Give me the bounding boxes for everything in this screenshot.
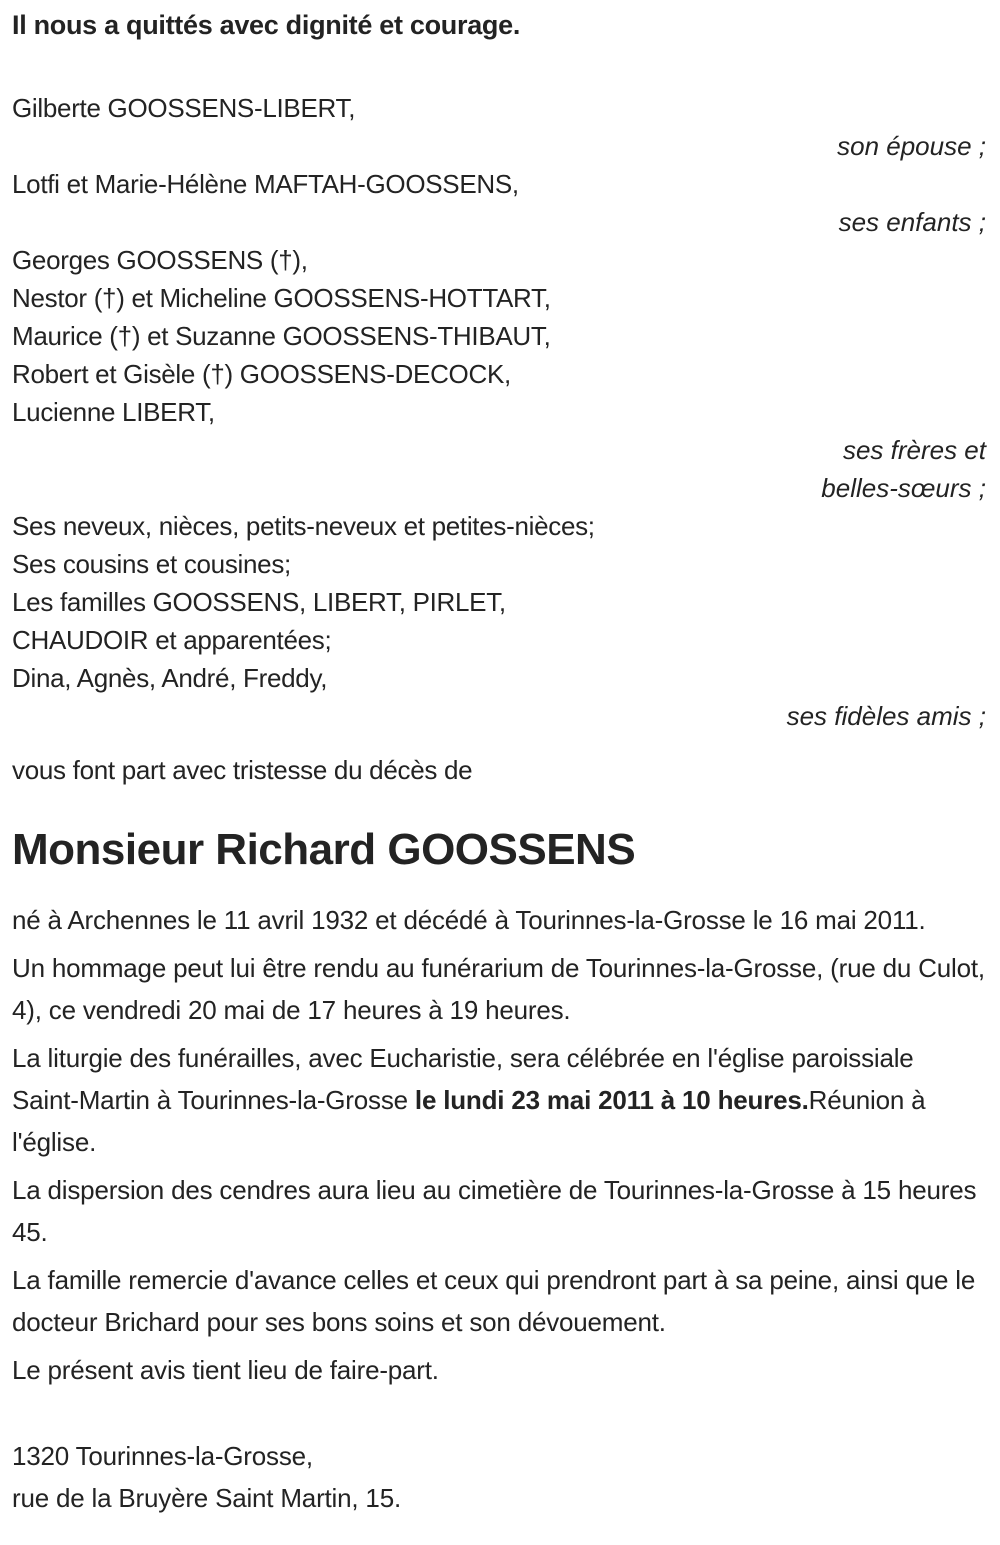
announcement-intro: vous font part avec tristesse du décès de [12, 755, 473, 785]
headline: Il nous a quittés avec dignité et courage. [12, 10, 521, 40]
mourner-name-sibling: Nestor (†) et Micheline GOOSSENS-HOTTART, [12, 283, 551, 313]
mourner-name-sibling: Lucienne LIBERT, [12, 397, 215, 427]
relation-label-siblings-line1: ses frères et [842, 435, 986, 465]
paragraph-birth-death: né à Archennes le 11 avril 1932 et décédé à Tourinnes-la-Grosse le 16 mai 2011. [12, 905, 926, 935]
address-line2: rue de la Bruyère Saint Martin, 15. [12, 1483, 401, 1513]
relation-label-children: ses enfants ; [838, 207, 986, 237]
paragraph-liturgy [12, 1037, 986, 1163]
paragraph-thanks: La famille remercie d'avance celles et ceux qui prendront part à sa peine, ainsi que le docteur Brichard pour ses bons soins et son dévouement. [12, 1265, 976, 1337]
liturgy-meeting-text: Réunion à l'église. [12, 1085, 926, 1157]
mourner-name-spouse: Gilberte GOOSSENS-LIBERT, [12, 93, 356, 123]
mourner-name-sibling: Georges GOOSSENS (†), [12, 245, 308, 275]
liturgy-text: La liturgie des funérailles, avec Eucharistie, sera célébrée en l'église paroissiale Saint-Martin à Tourinnes-la-Grosse [12, 1043, 914, 1115]
paragraph-notice: Le présent avis tient lieu de faire-part. [12, 1355, 439, 1385]
mourners-list [12, 89, 986, 735]
mourner-name-other: Ses neveux, nièces, petits-neveux et petites-nièces; [12, 511, 595, 541]
paragraph-homage: Un hommage peut lui être rendu au funérarium de Tourinnes-la-Grosse, (rue du Culot, 4), ce vendredi 20 mai de 17 heures à 19 heures. [12, 953, 985, 1025]
mourner-name-sibling: Robert et Gisèle (†) GOOSSENS-DECOCK, [12, 359, 511, 389]
deceased-name-title: Monsieur Richard GOOSSENS [12, 825, 636, 874]
mourner-name-other: Les familles GOOSSENS, LIBERT, PIRLET, [12, 587, 506, 617]
relation-label-friends: ses fidèles amis ; [786, 701, 986, 731]
paragraph-dispersion: La dispersion des cendres aura lieu au cimetière de Tourinnes-la-Grosse à 15 heures 45. [12, 1175, 977, 1247]
address-line1: 1320 Tourinnes-la-Grosse, [12, 1441, 313, 1471]
relation-label-spouse: son épouse ; [837, 131, 986, 161]
mourner-name-other: CHAUDOIR et apparentées; [12, 625, 332, 655]
mourner-name-sibling: Maurice (†) et Suzanne GOOSSENS-THIBAUT, [12, 321, 551, 351]
liturgy-date-bold: le lundi 23 mai 2011 à 10 heures. [414, 1085, 809, 1115]
mourner-name-children: Lotfi et Marie-Hélène MAFTAH-GOOSSENS, [12, 169, 519, 199]
mourner-name-other: Ses cousins et cousines; [12, 549, 291, 579]
address-block [12, 1435, 986, 1519]
mourner-name-friends: Dina, Agnès, André, Freddy, [12, 663, 328, 693]
relation-label-siblings-line2: belles-sœurs ; [821, 473, 986, 503]
